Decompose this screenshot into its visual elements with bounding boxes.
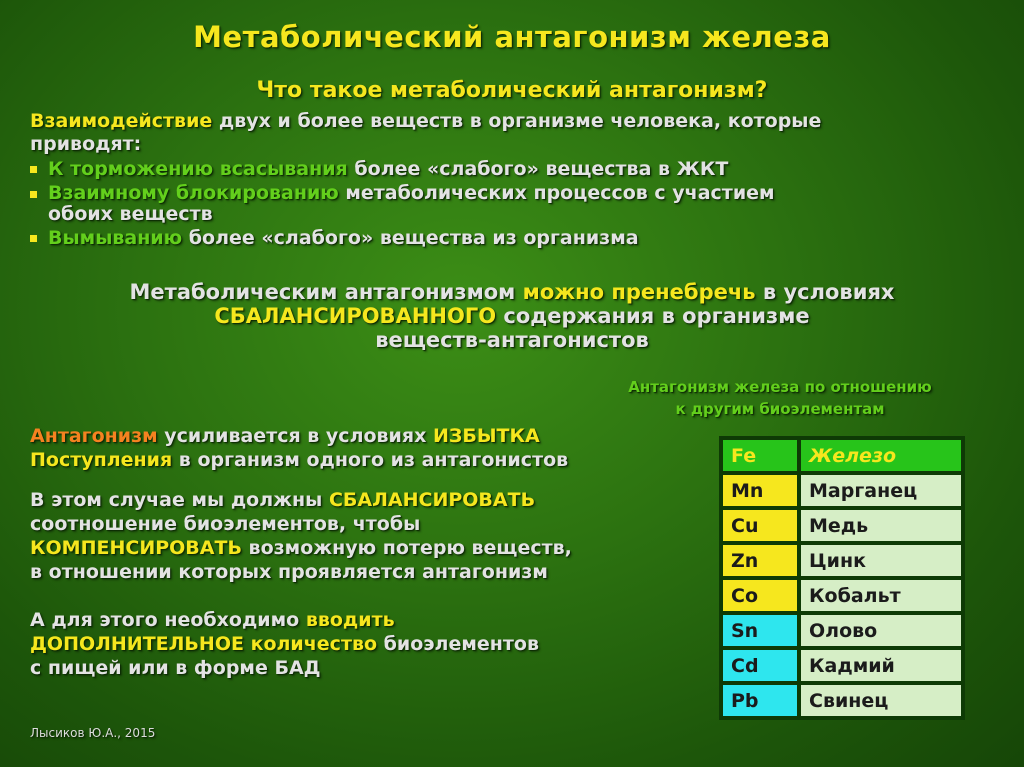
element-row: [721, 508, 963, 543]
table-caption-line-1: Антагонизм железа по отношению: [628, 378, 932, 396]
definition-block: [30, 110, 990, 250]
slide-subtitle: Что такое метаболический антагонизм?: [256, 78, 768, 103]
statement-part: содержания в организме: [496, 304, 810, 328]
element-row: [721, 613, 963, 648]
element-symbol: Mn: [721, 473, 799, 508]
element-symbol: Fe: [721, 438, 799, 473]
text-part: А для этого необходимо: [30, 609, 306, 631]
bullet-1-rest: более «слабого» вещества в ЖКТ: [347, 158, 729, 180]
text-part: усиливается в условиях: [157, 425, 433, 447]
table-caption-line-2: к другим биоэлементам: [675, 400, 885, 418]
text-part: соотношение биоэлементов, чтобы: [30, 513, 421, 535]
text-highlight: количество: [243, 633, 378, 655]
slide-title: Метаболический антагонизм железа: [193, 20, 831, 54]
statement-part: веществ-антагонистов: [375, 328, 649, 352]
bullet-2: [30, 183, 990, 225]
element-symbol: Cd: [721, 648, 799, 683]
element-name: Цинк: [799, 543, 963, 578]
element-name: Железо: [799, 438, 963, 473]
text-highlight: ИЗБЫТКА: [432, 425, 540, 447]
table-caption: [560, 376, 1000, 420]
excess-paragraph: [30, 424, 710, 472]
definition-text-2: приводят:: [30, 133, 142, 155]
element-name: Кадмий: [799, 648, 963, 683]
element-name: Медь: [799, 508, 963, 543]
bullet-square-icon: [30, 235, 37, 242]
balance-paragraph: [30, 488, 710, 584]
element-symbol: Cu: [721, 508, 799, 543]
statement-part: в условиях: [755, 280, 895, 304]
element-name: Олово: [799, 613, 963, 648]
text-part: в организм одного из антагонистов: [172, 449, 569, 471]
element-symbol: Zn: [721, 543, 799, 578]
bullet-square-icon: [30, 191, 37, 198]
bullet-2-rest-2: обоих веществ: [48, 203, 213, 225]
statement-highlight: СБАЛАНСИРОВАННОГО: [214, 304, 497, 328]
element-row: [721, 473, 963, 508]
text-part: В этом случае мы должны: [30, 489, 329, 511]
element-symbol: Sn: [721, 613, 799, 648]
statement-highlight: можно пренебречь: [522, 280, 756, 304]
element-row: [721, 683, 963, 718]
text-highlight: Поступления: [30, 449, 173, 471]
element-name: Марганец: [799, 473, 963, 508]
definition-text: [30, 110, 990, 133]
bullet-3-highlight: Вымыванию: [48, 227, 183, 249]
text-part: биоэлементов: [377, 633, 539, 655]
bullet-1-highlight: К торможению всасывания: [48, 158, 348, 180]
text-highlight: КОМПЕНСИРОВАТЬ: [30, 537, 242, 559]
bullet-3-rest: более «слабого» вещества из организма: [182, 227, 639, 249]
element-row: [721, 648, 963, 683]
elements-table: [719, 436, 965, 720]
left-text-block: [30, 424, 710, 680]
text-part: возможную потерю веществ,: [241, 537, 572, 559]
element-row: [721, 543, 963, 578]
statement-block: [40, 280, 984, 352]
bullet-square-icon: [30, 166, 37, 173]
text-highlight: Антагонизм: [30, 425, 158, 447]
element-row: [721, 578, 963, 613]
element-symbol: Pb: [721, 683, 799, 718]
statement-part: Метаболическим антагонизмом: [129, 280, 523, 304]
bullet-1: [30, 158, 990, 181]
text-highlight: ДОПОЛНИТЕЛЬНОЕ: [30, 633, 244, 655]
text-part: с пищей или в форме БАД: [30, 657, 321, 679]
text-part: в отношении которых проявляется антагонизм: [30, 561, 548, 583]
element-row: [721, 438, 963, 473]
bullet-2-highlight: Взаимному блокированию: [48, 182, 339, 204]
text-highlight: вводить: [305, 609, 395, 631]
text-highlight: СБАЛАНСИРОВАТЬ: [328, 489, 536, 511]
author-signature: Лысиков Ю.А., 2015: [30, 726, 156, 740]
bullet-2-rest: метаболических процессов с участием: [338, 182, 775, 204]
supplement-paragraph: [30, 608, 710, 680]
element-name: Свинец: [799, 683, 963, 718]
definition-lead: Взаимодействие: [30, 110, 213, 132]
bullet-3: [30, 227, 990, 250]
definition-rest-1: двух и более веществ в организме человека, которые: [212, 110, 822, 132]
element-name: Кобальт: [799, 578, 963, 613]
element-symbol: Co: [721, 578, 799, 613]
